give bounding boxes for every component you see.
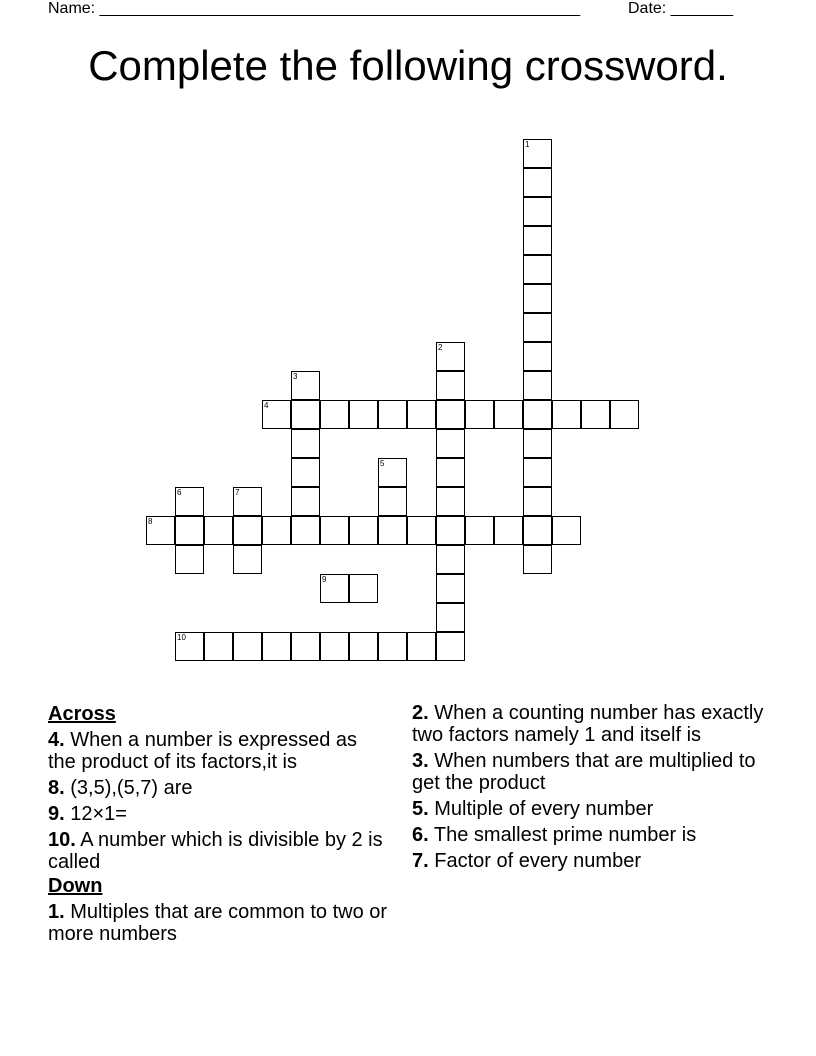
crossword-cell[interactable] [378, 632, 407, 661]
across-clue-8 [48, 777, 388, 799]
crossword-cell[interactable] [552, 400, 581, 429]
clue-text: The smallest prime number is [428, 824, 697, 846]
crossword-cell[interactable] [204, 632, 233, 661]
crossword-cell[interactable] [175, 632, 204, 661]
clue-number: 7. [412, 850, 429, 872]
crossword-cell[interactable] [320, 516, 349, 545]
crossword-cell[interactable] [523, 400, 552, 429]
clue-text: (3,5),(5,7) are [64, 777, 193, 799]
crossword-cell[interactable] [523, 545, 552, 574]
crossword-cell[interactable] [291, 371, 320, 400]
crossword-cell[interactable] [465, 400, 494, 429]
down-clue-5 [412, 798, 772, 820]
crossword-cell[interactable] [233, 487, 262, 516]
cell-number: 1 [525, 140, 530, 149]
crossword-cell[interactable] [146, 516, 175, 545]
cell-number: 9 [322, 575, 327, 584]
across-clue-4 [48, 729, 388, 773]
clue-number: 2. [412, 702, 429, 724]
clue-text: When a number is expressed as the product of its factors,it is [48, 729, 358, 773]
down-clue-1 [48, 901, 388, 945]
crossword-cell[interactable] [291, 632, 320, 661]
crossword-cell[interactable] [523, 342, 552, 371]
page-title: Complete the following crossword. [88, 42, 728, 89]
cell-number: 5 [380, 459, 385, 468]
crossword-cell[interactable] [291, 458, 320, 487]
cell-number: 8 [148, 517, 153, 526]
crossword-cell[interactable] [523, 226, 552, 255]
crossword-cell[interactable] [523, 197, 552, 226]
crossword-cell[interactable] [378, 400, 407, 429]
crossword-cell[interactable] [436, 342, 465, 371]
name-field-label: Name: ______________________________________________________ [48, 0, 581, 17]
down-clue-3 [412, 750, 772, 794]
clue-number: 5. [412, 798, 429, 820]
date-field-label: Date: _______ [628, 0, 733, 17]
crossword-cell[interactable] [436, 400, 465, 429]
crossword-cell[interactable] [494, 516, 523, 545]
crossword-cell[interactable] [349, 632, 378, 661]
crossword-cell[interactable] [349, 400, 378, 429]
down-clue-7 [412, 850, 772, 872]
across-heading: Across [48, 703, 116, 725]
across-clue-10 [48, 829, 388, 873]
clue-number: 10. [48, 829, 76, 851]
crossword-cell[interactable] [407, 400, 436, 429]
crossword-cell[interactable] [523, 313, 552, 342]
clue-text: 12×1= [64, 803, 127, 825]
crossword-cell[interactable] [494, 400, 523, 429]
crossword-cell[interactable] [262, 516, 291, 545]
cell-number: 10 [177, 633, 186, 642]
down-clue-6 [412, 824, 772, 846]
crossword-cell[interactable] [320, 574, 349, 603]
crossword-cell[interactable] [436, 458, 465, 487]
crossword-cell[interactable] [436, 516, 465, 545]
crossword-cell[interactable] [436, 429, 465, 458]
crossword-cell[interactable] [233, 516, 262, 545]
crossword-cell[interactable] [291, 487, 320, 516]
crossword-cell[interactable] [175, 545, 204, 574]
clue-text: Factor of every number [428, 850, 641, 872]
cell-number: 4 [264, 401, 269, 410]
clue-number: 1. [48, 901, 65, 923]
crossword-cell[interactable] [204, 516, 233, 545]
crossword-cell[interactable] [610, 400, 639, 429]
down-clue-2 [412, 702, 772, 746]
crossword-cell[interactable] [523, 284, 552, 313]
cell-number: 2 [438, 343, 443, 352]
crossword-cell[interactable] [291, 516, 320, 545]
clue-text: Multiples that are common to two or more numbers [48, 901, 388, 945]
crossword-cell[interactable] [436, 632, 465, 661]
clue-column-right [412, 702, 772, 876]
crossword-cell[interactable] [378, 487, 407, 516]
crossword-cell[interactable] [523, 255, 552, 284]
clue-number: 6. [412, 824, 429, 846]
crossword-cell[interactable] [523, 371, 552, 400]
crossword-cell[interactable] [175, 487, 204, 516]
crossword-cell[interactable] [233, 632, 262, 661]
down-heading: Down [48, 875, 103, 897]
crossword-cell[interactable] [291, 429, 320, 458]
cell-number: 7 [235, 488, 240, 497]
crossword-cell[interactable] [552, 516, 581, 545]
crossword-cell[interactable] [465, 516, 494, 545]
clue-number: 4. [48, 729, 65, 751]
clue-column-left [48, 702, 388, 949]
clue-number: 3. [412, 750, 429, 772]
clue-text: Multiple of every number [428, 798, 654, 820]
clue-text: When numbers that are multiplied to get the product [412, 750, 756, 794]
crossword-cell[interactable] [233, 545, 262, 574]
crossword-cell[interactable] [175, 516, 204, 545]
crossword-cell[interactable] [349, 574, 378, 603]
cell-number: 6 [177, 488, 182, 497]
crossword-cell[interactable] [320, 400, 349, 429]
crossword-cell[interactable] [436, 545, 465, 574]
crossword-cell[interactable] [436, 603, 465, 632]
crossword-cell[interactable] [262, 632, 291, 661]
clue-number: 9. [48, 803, 65, 825]
crossword-cell[interactable] [523, 516, 552, 545]
crossword-cell[interactable] [349, 516, 378, 545]
across-clue-9 [48, 803, 388, 825]
cell-number: 3 [293, 372, 298, 381]
crossword-cell[interactable] [320, 632, 349, 661]
crossword-cell[interactable] [407, 632, 436, 661]
crossword-cell[interactable] [436, 574, 465, 603]
crossword-cell[interactable] [262, 400, 291, 429]
crossword-cell[interactable] [436, 487, 465, 516]
crossword-cell[interactable] [523, 139, 552, 168]
crossword-cell[interactable] [407, 516, 436, 545]
crossword-cell[interactable] [581, 400, 610, 429]
crossword-cell[interactable] [523, 458, 552, 487]
crossword-cell[interactable] [523, 168, 552, 197]
clue-text: When a counting number has exactly two factors namely 1 and itself is [412, 702, 764, 746]
crossword-cell[interactable] [378, 458, 407, 487]
crossword-cell[interactable] [291, 400, 320, 429]
clue-text: A number which is divisible by 2 is called [48, 829, 383, 873]
crossword-cell[interactable] [523, 487, 552, 516]
crossword-cell[interactable] [378, 516, 407, 545]
clue-number: 8. [48, 777, 65, 799]
crossword-cell[interactable] [436, 371, 465, 400]
crossword-cell[interactable] [523, 429, 552, 458]
